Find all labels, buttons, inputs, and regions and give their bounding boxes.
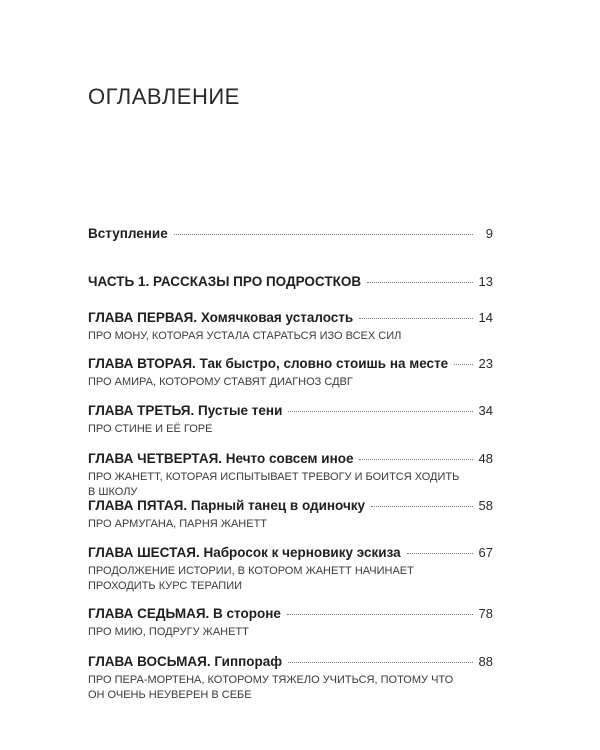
dot-leader [454,364,472,365]
toc-page-number: 23 [478,356,493,371]
toc-row [88,451,493,466]
toc-entry-label: ГЛАВА ВТОРАЯ. Так быстро, словно стоишь на месте [88,356,449,371]
toc-entry-label: ГЛАВА ТРЕТЬЯ. Пустые тени [88,403,283,418]
toc-entry-label: ГЛАВА ЧЕТВЕРТАЯ. Нечто совсем иное [88,451,354,466]
toc-entry [88,356,493,390]
toc-entry-subtitle: ПРО ПЕРА-МОРТЕНА, КОТОРОМУ ТЯЖЕЛО УЧИТЬСЯ, ПОТОМУ ЧТО ОН ОЧЕНЬ НЕУВЕРЕН В СЕБЕ [88,674,454,701]
toc-page-number: 13 [478,274,493,289]
toc-row [88,356,493,371]
toc-entry-subtitle: ПРО МИЮ, ПОДРУГУ ЖАНЕТТ [88,626,249,638]
toc-entry-label: ЧАСТЬ 1. РАССКАЗЫ ПРО ПОДРОСТКОВ [88,274,362,289]
toc-entry-subtitle: ПРО МОНУ, КОТОРАЯ УСТАЛА СТАРАТЬСЯ ИЗО ВСЕХ СИЛ [88,330,402,342]
page-title: ОГЛАВЛЕНИЕ [88,84,240,109]
toc-page-number: 14 [478,310,493,325]
toc-row [88,274,493,289]
toc-page-number: 88 [478,654,493,669]
toc-row [88,310,493,325]
dot-leader [359,318,472,319]
dot-leader [288,411,472,412]
toc-page-number: 9 [485,226,493,241]
toc-entry-subtitle: ПРО СТИНЕ И ЕЁ ГОРЕ [88,423,213,435]
toc-entry [88,451,493,500]
toc-row [88,654,493,669]
toc-page-number: 78 [478,606,493,621]
toc-entry [88,226,493,241]
dot-leader [371,506,472,507]
toc-entry [88,403,493,437]
toc-row [88,403,493,418]
toc-row [88,606,493,621]
toc-entry [88,498,493,532]
toc-entry [88,545,493,594]
toc-row [88,226,493,241]
toc-row [88,545,493,560]
toc-entry-label: ГЛАВА СЕДЬМАЯ. В стороне [88,606,281,621]
toc-entry-subtitle: ПРО АМИРА, КОТОРОМУ СТАВЯТ ДИАГНОЗ СДВГ [88,376,353,388]
dot-leader [288,662,472,663]
toc-page-number: 34 [478,403,493,418]
toc-entry-subtitle: ПРО АРМУГАНА, ПАРНЯ ЖАНЕТТ [88,518,268,530]
dot-leader [367,282,472,283]
toc-entry-label: ГЛАВА ПЕРВАЯ. Хомячковая усталость [88,310,354,325]
toc-row [88,498,493,513]
toc-entry-label: ГЛАВА ШЕСТАЯ. Набросок к черновику эскиза [88,545,401,560]
dot-leader [287,614,473,615]
toc-entry [88,606,493,640]
toc-page-number: 58 [478,498,493,513]
toc-entry [88,654,493,703]
dot-leader [174,234,473,235]
toc-entry [88,274,493,289]
toc-entry-subtitle: ПРО ЖАНЕТТ, КОТОРАЯ ИСПЫТЫВАЕТ ТРЕВОГУ И БОИТСЯ ХОДИТЬ В ШКОЛУ [88,471,460,498]
toc-entry-subtitle: ПРОДОЛЖЕНИЕ ИСТОРИИ, В КОТОРОМ ЖАНЕТТ НАЧИНАЕТ ПРОХОДИТЬ КУРС ТЕРАПИИ [88,565,414,592]
toc-page-number: 48 [478,451,493,466]
toc-entry [88,310,493,344]
toc-page-number: 67 [478,545,493,560]
toc-entry-label: ГЛАВА ПЯТАЯ. Парный танец в одиночку [88,498,366,513]
dot-leader [359,459,472,460]
toc-entry-label: Вступление [88,226,168,241]
dot-leader [407,553,473,554]
toc-entry-label: ГЛАВА ВОСЬМАЯ. Гиппораф [88,654,283,669]
